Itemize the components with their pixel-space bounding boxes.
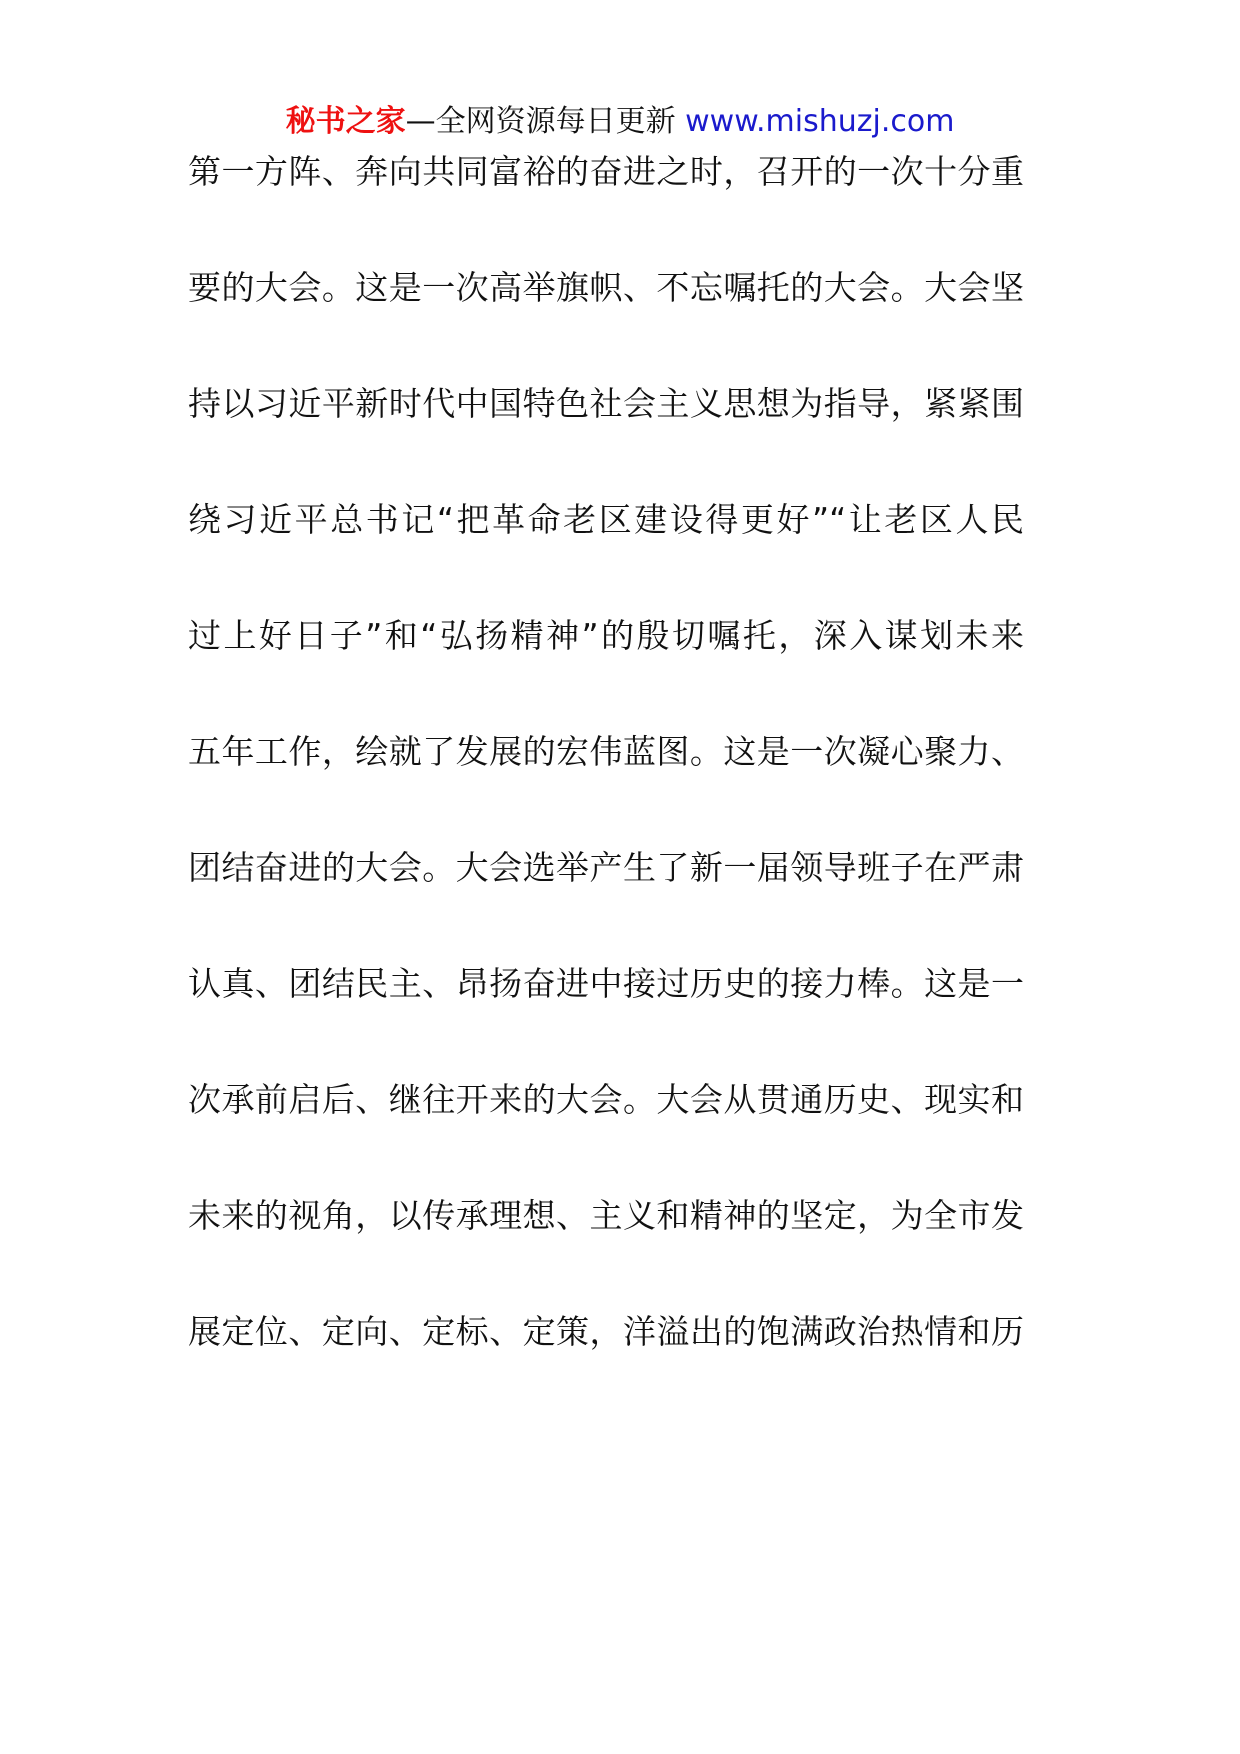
text-line: 过上好日子”和“弘扬精神”的殷切嘱托，深入谋划未来: [188, 616, 1024, 655]
text-line: 未来的视角，以传承理想、主义和精神的坚定，为全市发: [188, 1196, 1024, 1235]
watermark-header: [0, 100, 1240, 144]
text-line: 第一方阵、奔向共同富裕的奋进之时，召开的一次十分重: [188, 152, 1024, 191]
text-line: 次承前启后、继往开来的大会。大会从贯通历史、现实和: [188, 1080, 1024, 1119]
text-line: 展定位、定向、定标、定策，洋溢出的饱满政治热情和历: [188, 1312, 1024, 1351]
text-line: 要的大会。这是一次高举旗帜、不忘嘱托的大会。大会坚: [188, 268, 1024, 307]
header-tagline: —全网资源每日更新: [405, 104, 676, 139]
text-line: 认真、团结民主、昂扬奋进中接过历史的接力棒。这是一: [188, 964, 1024, 1003]
site-url-link[interactable]: www.mishuzj.com: [685, 104, 955, 139]
text-line: 持以习近平新时代中国特色社会主义思想为指导，紧紧围: [188, 384, 1024, 423]
text-line: 五年工作，绘就了发展的宏伟蓝图。这是一次凝心聚力、: [188, 732, 1024, 771]
text-line: 团结奋进的大会。大会选举产生了新一届领导班子在严肃: [188, 848, 1024, 887]
brand-name: 秘书之家: [285, 104, 406, 139]
text-line: 绕习近平总书记“把革命老区建设得更好”“让老区人民: [188, 500, 1024, 539]
